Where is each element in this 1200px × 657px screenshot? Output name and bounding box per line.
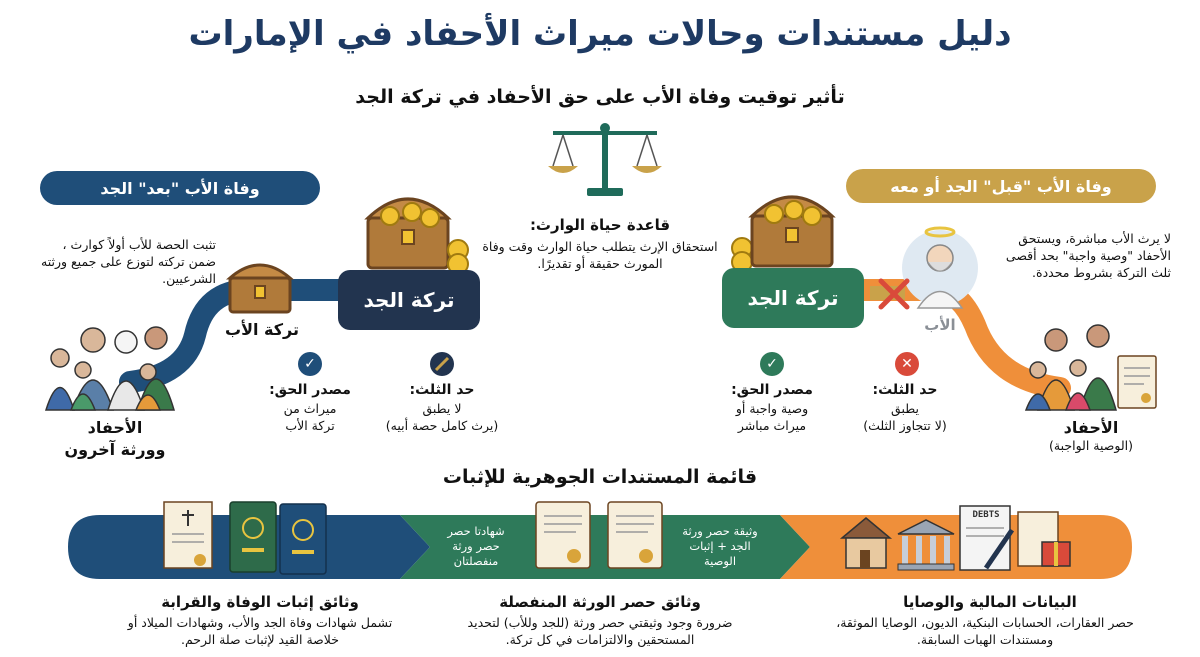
right-source-check-icon: ✓ [760,352,784,376]
right-limit-title: حد الثلث: [872,382,938,398]
left-case-note: تثبت الحصة للأب أولاً كوارث ، ضمن تركته لتوزع على جميع ورثته الشرعيين. [41,237,216,286]
left-grandfather-estate: تركة الجد [338,270,480,330]
right-heirs-label-2: (الوصية الواجبة) [1049,438,1133,453]
center-rule-title: قاعدة حياة الوارث: [529,216,671,234]
father-estate-label: تركة الأب [224,320,299,339]
left-case-banner: وفاة الأب "بعد" الجد [40,171,320,205]
center-rule-text: استحقاق الإرث يتطلب حياة الوارث وقت وفاة المورث حقيقة أو تقديرًا. [482,239,718,271]
doc-heirs-title: وثائق حصر الورثة المنفصلة [499,593,701,611]
grandfather-treasure-chest-icon-left [360,180,470,275]
identity-documents-icon [160,500,340,585]
right-source-title: مصدر الحق: [731,382,813,398]
arrow-label-middle: شهادتا حصر حصر ورثة منفصلتان [447,524,505,568]
left-limit-na-icon [430,352,454,376]
doc-heirs-desc: ضرورة وجود وثيقتي حصر ورثة (للجد وللأب) لتحديد المستحقين والالتزامات في كل تركة. [467,615,733,647]
doc-financial-title: البيانات المالية والوصايا [903,593,1077,611]
doc-death-desc: تشمل شهادات وفاة الجد والأب، وشهادات الميلاد أو خلاصة القيد لإثبات صلة الرحم. [127,615,393,647]
right-limit-text-2: (لا تتجاوز الثلث) [863,418,947,433]
left-heirs-label-2: وورثة آخرون [64,440,166,459]
right-source-text-2: ميراث مباشر [737,418,807,433]
financial-assets-icon [836,498,1086,583]
right-limit-x-icon: ✕ [895,352,919,376]
debts-tag: DEBTS [972,510,1000,520]
father-label: الأب [924,316,956,334]
page-subtitle: تأثير توقيت وفاة الأب على حق الأحفاد في تركة الجد [355,86,845,108]
father-chest-icon [225,256,295,316]
grandfather-treasure-chest-icon-right [730,178,840,273]
left-heirs-label-1: الأحفاد [87,418,143,437]
documents-section-title: قائمة المستندات الجوهرية للإثبات [442,466,758,488]
left-family-icon [38,320,188,415]
arrow-label-right: وثيقة حصر ورثة الجد + إثبات الوصية [682,524,758,568]
right-grandfather-estate: تركة الجد [722,268,864,328]
doc-financial-desc: حصر العقارات، الحسابات البنكية، الديون، الوصايا الموثقة، ومستندات الهبات السابقة. [836,615,1134,647]
right-limit-text-1: يطبق [891,401,919,416]
left-source-text-1: ميراث من [283,401,337,416]
deceased-father-icon [900,220,980,315]
left-source-title: مصدر الحق: [269,382,351,398]
blocked-x-icon [876,276,912,312]
left-limit-title: حد الثلث: [409,382,475,398]
right-source-text-1: وصية واجبة أو [735,401,809,416]
right-grandchildren-icon [1018,320,1168,415]
page-title: دليل مستندات وحالات ميراث الأحفاد في الإمارات [188,14,1012,54]
doc-death-title: وثائق إثبات الوفاة والقرابة [161,593,359,611]
right-case-note: لا يرث الأب مباشرة، ويستحق الأحفاد "وصية واجبة" بحد أقصى ثلث التركة بشروط محددة. [1005,231,1171,280]
left-source-check-icon: ✓ [298,352,322,376]
scales-icon [545,118,665,208]
right-case-banner: وفاة الأب "قبل" الجد أو معه [846,169,1156,203]
right-heirs-label-1: الأحفاد [1063,418,1119,437]
left-limit-text-1: لا يطبق [422,401,462,416]
left-limit-text-2: (يرث كامل حصة أبيه) [385,418,499,433]
left-source-text-2: تركة الأب [285,418,335,433]
inheritance-scrolls-icon [530,498,670,583]
